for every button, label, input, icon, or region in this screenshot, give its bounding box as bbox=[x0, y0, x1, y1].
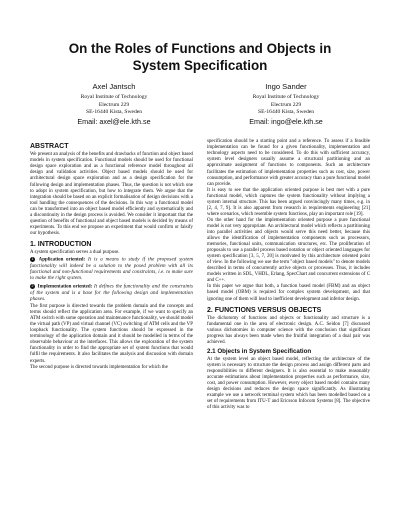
paragraph: The second purpose is directed towards implementation for which the bbox=[30, 364, 168, 370]
right-column bbox=[207, 139, 370, 411]
author-email: Email: ingo@ele.kth.se bbox=[249, 116, 323, 126]
section-heading: 1. INTRODUCTION bbox=[30, 240, 92, 248]
list-item-text: It defines the functionality and the constraints of the system and is a base for the following design and implementation phases. bbox=[30, 284, 193, 302]
paper-title bbox=[30, 40, 370, 74]
author-email: Email: axel@ele.kth.se bbox=[77, 116, 151, 126]
author-name: Axel Jantsch bbox=[92, 82, 136, 91]
paragraph: In this paper we argue that both, a function based model (FBM) and an object based model (OBM) is required for complex system development, and that ignoring one of them will lead to inefficient development and inferior design. bbox=[207, 284, 370, 302]
author-block bbox=[30, 82, 370, 126]
paragraph: specification should be a starting point and a reference. To assess if a feasible implementation can be found for a given functionality, implementation and technology aspects need to be considered. To do this with sufficient accuracy, system level designers usually assume a structural partitioning and an approximate assignment of functions to components. Such an architecture facilitates the estimation of implementation properties such as cost, size, power consumption, and performance with greater accuracy than a pure functional model can provide. bbox=[207, 139, 371, 187]
paragraph: At the system level an object based model, reflecting the architecture of the system is necessary to structure the design process and assign different parts and responsibilities to different designers. It is also essential to make reasonably accurate estimations about implementation properties such as performance, size, cost, and power consumption. However, every object based model contains many design decisions and reduces the design space significantly. As illustrating example we use a network terminal system which has been modelled based on a set of requirements from ITU-T and Ericsson Infocom Systems [8]. The objective of this activity was to bbox=[207, 356, 370, 411]
number-bullet-icon: 2 bbox=[31, 283, 34, 288]
author-address: Electrum 229 bbox=[270, 101, 302, 108]
subsection-heading: 2.1 Objects in System Specification bbox=[207, 347, 312, 355]
left-column bbox=[30, 139, 193, 411]
list-item-lead: Application oriented: bbox=[38, 258, 86, 264]
number-bullet-icon: 1 bbox=[31, 257, 34, 262]
body-columns bbox=[30, 139, 370, 411]
list-item bbox=[30, 257, 193, 282]
title-line-1: On the Roles of Functions and Objects in bbox=[68, 41, 332, 56]
paragraph: It is easy to see that the application oriented purpose is best met with a pure functional model, which captures the system functionality without implying a system internal structure. This has been argued convincingly many times, e.g. in [2, 4, 7, 9]. It is also apparent from research in requirements engineering [21] where scenarios, which resemble system functions, play an important role [19]. bbox=[207, 187, 370, 217]
author-address: Electrum 229 bbox=[98, 101, 130, 108]
list-item-lead: Implementation oriented: bbox=[37, 284, 93, 290]
list-item-text: It is a means to study if the proposed system functionality will indeed be a solution to the posed problem with all its functional and non-functional requirements and constraints, i.e. to make sure to make the right system. bbox=[30, 258, 194, 282]
author-affiliation: Royal Institute of Technology bbox=[80, 94, 148, 100]
paragraph: The dichotomy of functions and objects or functionality and structure is a fundamental one in the area of electronic design. A.C. Seidon [7] discussed various dichotomies in computer science with the conclusion that significant progress has always been made when the fruitful integration of a dual pair was achieved. bbox=[207, 315, 370, 345]
abstract-heading: ABSTRACT bbox=[30, 143, 69, 151]
abstract-text: We present an analysis of the benefits and drawbacks of function and object based models in system specification. Functional models should be used for functional design space exploration and as a functional reference model throughout all design and validation activities. Object based models should be used for architectural design space exploration and as a design specification for the following design and implementation phases. Thus, the question is not which one to adopt in system specification, but how to integrate them. We argue that the integration should be based on an explicit formalisation of design decisions with a tool handling the consequences of the decisions. In this way a functional model can be transformed into an object based model efficiently and systematically and a discontinuity in the design process is avoided. We consider it important that the question of benefits of functional and object based models is decided by means of experiments. To this end we propose an experiment that would confirm or falsify our hypothesis. bbox=[30, 152, 193, 236]
paragraph: On the other hand for the implementation oriented purpose a pure functional model is not very appropriate. An architectural model which reflects a partitioning into parallel activities and objects would serve this need better, because this allows the identification of implementation components such as processors, memories, functional units, communication structures, etc. The proliferation of proposals to use a parallel process based notation or object oriented languages for system specification [3, 5, 7, 20] is motivated by this architecture oriented point of view. In the following we use the term "object based models" to denote models described in terms of concurrently active objects or processes. Thus, it includes models written in SDL, VHDL, Erlang, SpecChart and concurrent extensions of C and C++. bbox=[207, 217, 370, 284]
author-1 bbox=[30, 82, 198, 126]
author-affiliation: Royal Institute of Technology bbox=[252, 94, 320, 100]
author-address: SE-16440 Kista, Sweden bbox=[257, 109, 315, 116]
title-line-2: System Specification bbox=[132, 58, 268, 73]
author-2 bbox=[202, 82, 370, 126]
section-heading: 2. FUNCTIONS VERSUS OBJECTS bbox=[207, 306, 322, 314]
author-name: Ingo Sander bbox=[265, 82, 307, 91]
paragraph: A system specification serves a dual purpose. bbox=[30, 249, 120, 255]
list-item bbox=[30, 284, 193, 303]
paragraph: The first purpose is directed towards the problem domain and the concepts and terms should reflect the application area. For example, if we want to specify an ATM switch with some operation and maintenance functionality, we should model the virtual path (VP) and virtual channel (VC) switching of ATM cells and the VP loopback functionality. The system functions should be expressed in the terminology of the application domain and it should be modelled in terms of the observable behaviour at the interfaces. This allows the exploration of the system functionality in order to find the appropriate set of system functions that would fulfil the requirements. It also facilitates the analysis and discussion with domain experts. bbox=[30, 304, 193, 364]
author-address: SE-16440 Kista, Sweden bbox=[85, 109, 143, 116]
